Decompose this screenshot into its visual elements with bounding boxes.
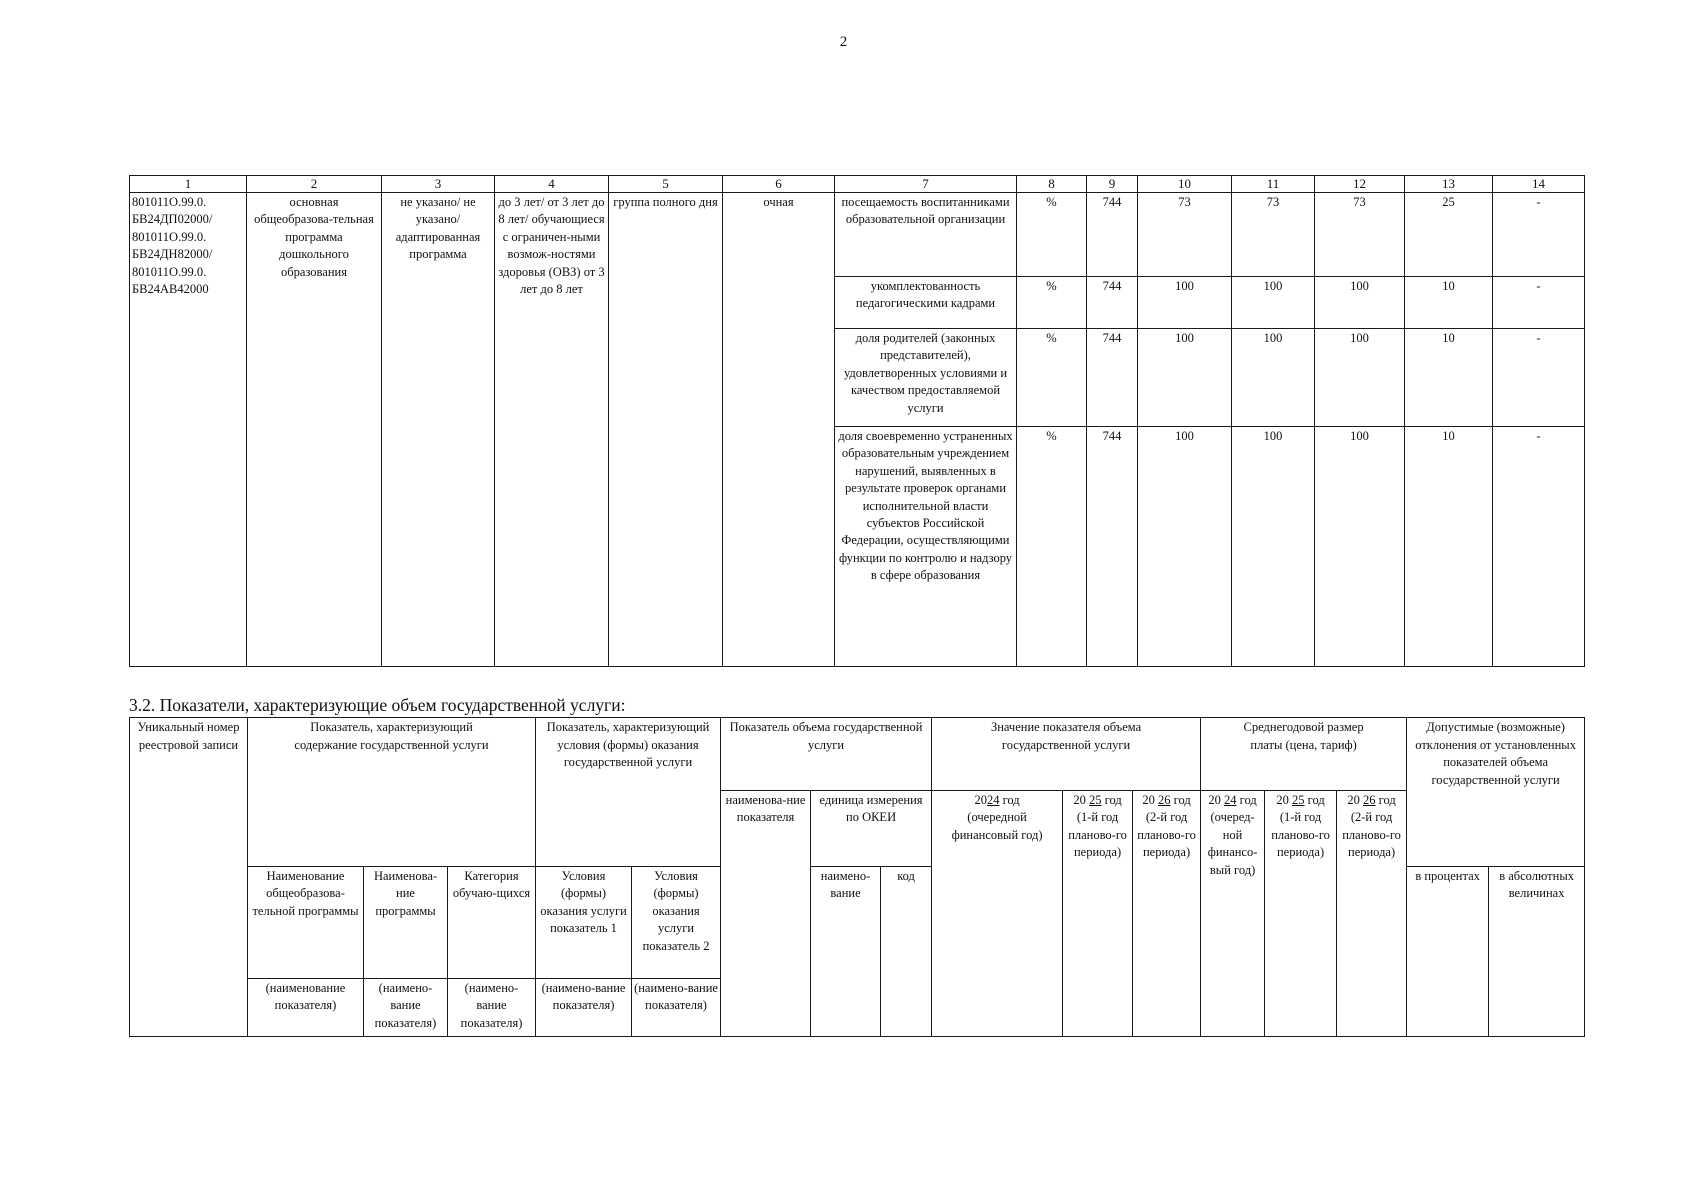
indicator-name-label: (наимено-вание показателя)	[364, 978, 448, 1036]
sub-header-condition-1: Условия (формы) оказания услуги показатель 1	[536, 866, 632, 978]
year-prefix: 20	[1073, 792, 1086, 807]
header-year-2024	[932, 790, 1063, 1036]
indicator-name: доля своевременно устраненных образовательным учреждением нарушений, выявленных в результате проверок органами исполнительной власти субъектов Российской Федерации, осуществляющими функции по контролю и надзору в сфере образования	[835, 427, 1017, 667]
col-number: 4	[495, 176, 609, 193]
program-type: не указано/ не указано/ адаптированная программа	[382, 193, 495, 667]
price-description: (2-й год планово-го периода)	[1342, 810, 1401, 859]
volume-indicators-table	[129, 717, 1585, 1037]
deviation-percent: 10	[1405, 427, 1493, 667]
year-suffix: 24	[1224, 792, 1237, 807]
col-number: 6	[723, 176, 835, 193]
year-description: (очередной финансовый год)	[951, 810, 1043, 842]
deviation-absolute: -	[1493, 277, 1585, 329]
deviation-absolute: -	[1493, 329, 1585, 427]
year-description: (1-й год планово-го периода)	[1068, 810, 1127, 859]
value-2026: 73	[1315, 193, 1405, 277]
col-number: 13	[1405, 176, 1493, 193]
unit: %	[1017, 427, 1087, 667]
header-year-2025	[1063, 790, 1133, 1036]
okei-code: 744	[1087, 193, 1138, 277]
header-price-2024	[1201, 790, 1265, 1036]
value-2025: 100	[1232, 427, 1315, 667]
year-word: год	[1104, 792, 1122, 807]
indicator-name-label: (наименование показателя)	[248, 978, 364, 1036]
value-2025: 100	[1232, 329, 1315, 427]
col-number: 5	[609, 176, 723, 193]
price-description: (очеред-ной финансо-вый год)	[1207, 810, 1258, 877]
header-deviation-cont	[1407, 790, 1585, 866]
header-average-fee: Среднегодовой размер платы (цена, тариф)	[1201, 718, 1407, 791]
value-2026: 100	[1315, 277, 1405, 329]
indicator-name-label: (наимено-вание показателя)	[632, 978, 721, 1036]
header-condition-indicator: Показатель, характеризующий условия (формы) оказания государственной услуги	[536, 718, 721, 791]
sub-header-deviation-absolute: в абсолютных величинах	[1489, 866, 1585, 1036]
value-2025: 73	[1232, 193, 1315, 277]
okei-code: 744	[1087, 329, 1138, 427]
table-row	[130, 193, 1585, 277]
year-word: год	[1173, 792, 1191, 807]
header-unique-number: Уникальный номер реестровой записи	[130, 718, 248, 1037]
sub-header-condition-2: Условия (формы) оказания услуги показатель 2	[632, 866, 721, 978]
okei-code: 744	[1087, 427, 1138, 667]
column-number-row	[130, 176, 1585, 193]
indicator-name: доля родителей (законных представителей), удовлетворенных условиями и качеством предоставляемой услуги	[835, 329, 1017, 427]
year-word: год	[1002, 792, 1020, 807]
year-suffix: 25	[1292, 792, 1305, 807]
unit: %	[1017, 193, 1087, 277]
col-number: 11	[1232, 176, 1315, 193]
header-content-indicator: Показатель, характеризующий содержание государственной услуги	[248, 718, 536, 791]
sub-header-unit-name: наимено-вание	[811, 866, 881, 1036]
header-price-2025	[1265, 790, 1337, 1036]
value-2024: 73	[1138, 193, 1232, 277]
sub-header-program: Наименова-ние программы	[364, 866, 448, 978]
header-unit-okei: единица измерения по ОКЕИ	[811, 790, 932, 866]
year-prefix: 20	[1208, 792, 1221, 807]
section-title: 3.2. Показатели, характеризующие объем государственной услуги:	[129, 695, 626, 715]
page-number: 2	[839, 34, 848, 50]
col-number: 7	[835, 176, 1017, 193]
year-word: год	[1239, 792, 1257, 807]
header-volume-indicator: Показатель объема государственной услуги	[721, 718, 932, 791]
sub-header-deviation-percent: в процентах	[1407, 866, 1489, 1036]
okei-code: 744	[1087, 277, 1138, 329]
quality-indicators-table	[129, 175, 1585, 667]
deviation-percent: 25	[1405, 193, 1493, 277]
col-number: 10	[1138, 176, 1232, 193]
header-content-cont	[248, 790, 536, 866]
col-number: 2	[247, 176, 382, 193]
year-word: год	[1307, 792, 1325, 807]
year-suffix: 24	[986, 792, 1000, 807]
header-row	[130, 718, 1585, 791]
year-prefix: 20	[1142, 792, 1155, 807]
indicator-name: укомплектованность педагогическими кадрами	[835, 277, 1017, 329]
header-volume-name: наименова-ние показателя	[721, 790, 811, 1036]
col-number: 1	[130, 176, 247, 193]
sub-header-program-name: Наименование общеобразова-тельной программы	[248, 866, 364, 978]
deviation-percent: 10	[1405, 277, 1493, 329]
value-2024: 100	[1138, 277, 1232, 329]
value-2025: 100	[1232, 277, 1315, 329]
year-word: год	[1378, 792, 1396, 807]
col-number: 3	[382, 176, 495, 193]
unit: %	[1017, 329, 1087, 427]
header-deviation: Допустимые (возможные) отклонения от установленных показателей объема государственной услуги	[1407, 718, 1585, 791]
col-number: 14	[1493, 176, 1585, 193]
deviation-absolute: -	[1493, 427, 1585, 667]
year-prefix: 20	[1347, 792, 1360, 807]
program-name: основная общеобразова-тельная программа дошкольного образования	[247, 193, 382, 667]
value-2026: 100	[1315, 427, 1405, 667]
unit: %	[1017, 277, 1087, 329]
student-category: до 3 лет/ от 3 лет до 8 лет/ обучающиеся с ограничен-ными возмож-ностями здоровья (ОВЗ) от 3 лет до 8 лет	[495, 193, 609, 667]
price-description: (1-й год планово-го периода)	[1271, 810, 1330, 859]
year-prefix: 20	[974, 792, 987, 807]
sub-header-unit-code: код	[881, 866, 932, 1036]
year-suffix: 25	[1089, 792, 1102, 807]
header-year-2026	[1133, 790, 1201, 1036]
value-2024: 100	[1138, 329, 1232, 427]
year-prefix: 20	[1276, 792, 1289, 807]
header-row	[130, 790, 1585, 866]
col-number: 12	[1315, 176, 1405, 193]
col-number: 9	[1087, 176, 1138, 193]
year-suffix: 26	[1363, 792, 1376, 807]
service-condition: группа полного дня	[609, 193, 723, 667]
header-condition-cont	[536, 790, 721, 866]
header-volume-value: Значение показателя объема государственной услуги	[932, 718, 1201, 791]
service-form: очная	[723, 193, 835, 667]
deviation-absolute: -	[1493, 193, 1585, 277]
value-2024: 100	[1138, 427, 1232, 667]
indicator-name-label: (наимено-вание показателя)	[536, 978, 632, 1036]
indicator-name: посещаемость воспитанниками образовательной организации	[835, 193, 1017, 277]
year-description: (2-й год планово-го периода)	[1137, 810, 1196, 859]
header-price-2026	[1337, 790, 1407, 1036]
year-suffix: 26	[1158, 792, 1171, 807]
indicator-name-label: (наимено-вание показателя)	[448, 978, 536, 1036]
value-2026: 100	[1315, 329, 1405, 427]
registry-code: 801011О.99.0. БВ24ДП02000/ 801011О.99.0. БВ24ДН82000/ 801011О.99.0. БВ24АВ42000	[130, 193, 247, 667]
col-number: 8	[1017, 176, 1087, 193]
deviation-percent: 10	[1405, 329, 1493, 427]
sub-header-category: Категория обучаю-щихся	[448, 866, 536, 978]
